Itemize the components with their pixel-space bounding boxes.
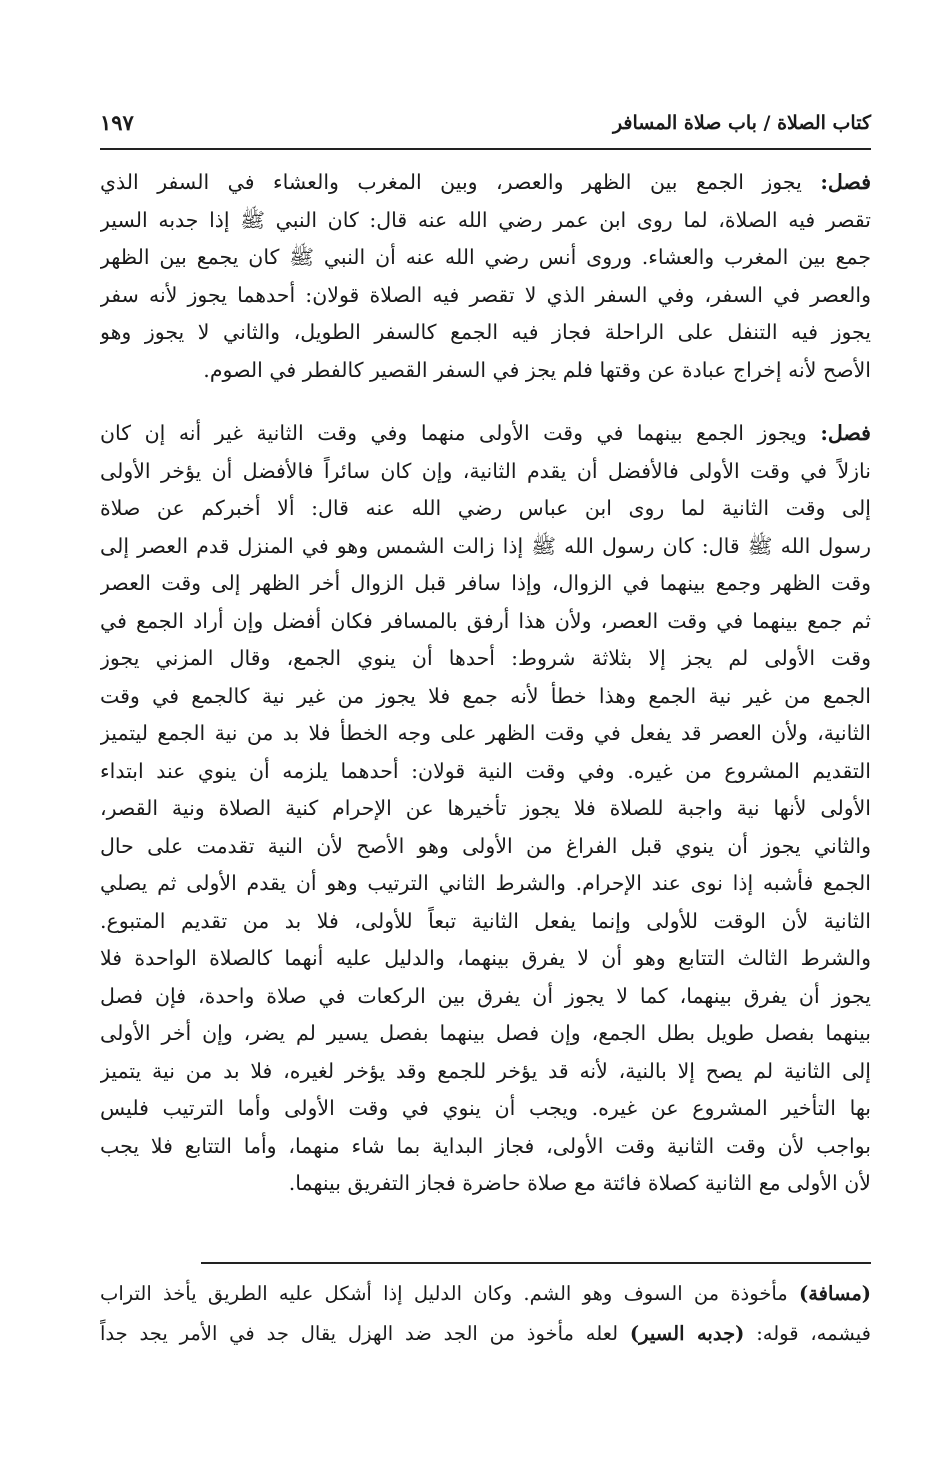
text-line: الأصح لأنه إخراج عبادة عن وقتها فلم يجز في السفر القصير كالفطر في الصوم.	[203, 357, 871, 382]
text-line: لأن الأولى مع الثانية كصلاة فائتة مع صلاة حاضرة فجاز التفريق بينهما.	[288, 1171, 871, 1195]
text-line: والشرط الثالث التتابع وهو أن لا يفرق بينهما، والدليل عليه أنهما كالصلاة الواحدة فلا	[100, 946, 871, 970]
text-line: بها التأخير المشروع عن غيره. ويجب أن ينوي في وقت الأولى وأما الترتيب فليس	[100, 1096, 871, 1120]
section-1	[100, 164, 871, 389]
text-line: نازلاً في وقت الأولى فالأفضل أن يقدم الثانية، وإن كان سائراً فالأفضل أن يؤخر الأولى	[100, 458, 871, 483]
footnote-line: فيشمه، قوله: (جدبه السير) لعله مأخوذ من الجد ضد الهزل يقال جد في الأمر يجد جداً	[100, 1322, 871, 1345]
running-title: كتاب الصلاة / باب صلاة المسافر	[612, 112, 871, 134]
text-line: يجوز فيه التنفل على الراحلة فجاز فيه الجمع كالسفر الطويل، والثاني لا يجوز وهو	[100, 320, 871, 344]
text-line: فصل: يجوز الجمع بين الظهر والعصر، وبين المغرب والعشاء في السفر الذي	[100, 170, 871, 194]
text-line: فصل: ويجوز الجمع بينهما في وقت الأولى منهما وفي وقت الثانية غير أنه إن كان	[100, 421, 871, 445]
text-line: والثاني يجوز أن ينوي قبل الفراغ من الأولى وهو الأصح لأن النية تقدمت على حال	[100, 833, 871, 858]
text-line: التقديم المشروع من غيره. وفي وقت النية قولان: أحدهما يلزمه أن ينوي عند ابتداء	[100, 758, 871, 783]
text-line: الثانية، ولأن العصر قد يفعل في وقت الظهر على وجه الخطأ فلا بد من نية الجمع ليتميز	[100, 721, 871, 745]
footnote-divider	[201, 1262, 871, 1264]
main-text	[100, 164, 871, 1229]
section-2	[100, 415, 871, 1203]
page-header	[100, 104, 871, 150]
section-lead: فصل:	[820, 170, 871, 194]
text-line: تقصر فيه الصلاة، لما روى ابن عمر رضي الله عنه قال: كان النبي ﷺ إذا جدبه السير	[100, 207, 871, 232]
text-line: إلى الثانية لم يصح إلا بالنية، لأنه قد يؤخر للجمع وقد يؤخر لغيره، فلا بد من نية يتميز	[100, 1058, 871, 1083]
text-line: إلى وقت الثانية لما روى ابن عباس رضي الله عنه قال: ألا أخبركم عن صلاة	[100, 496, 871, 520]
footnote-term: (مسافة)	[799, 1282, 871, 1305]
text-line: والعصر في السفر، وفي السفر الذي لا تقصر فيه الصلاة قولان: أحدهما يجوز لأنه سفر	[100, 282, 871, 307]
footnote-term: (جدبه السير)	[629, 1322, 745, 1345]
text-line: الجمع فأشبه إذا نوى عند الإحرام. والشرط الثاني الترتيب وهو أن يقدم الأولى ثم يصلي	[100, 871, 871, 895]
text-line: وقت الظهر وجمع بينهما في الزوال، وإذا سافر قبل الزوال أخر الظهر إلى وقت العصر	[100, 571, 871, 595]
text-line: يجوز أن يفرق بينهما، كما لا يجوز أن يفرق بين الركعات في صلاة واحدة، فإن فصل	[100, 983, 871, 1008]
footnote-line: (مسافة) مأخوذة من السوف وهو الشم. وكان الدليل إذا أشكل عليه الطريق يأخذ التراب	[100, 1282, 871, 1305]
footnotes	[100, 1274, 871, 1354]
page-number: ١٩٧	[100, 110, 134, 135]
text-line: وقت الأولى لم يجز إلا بثلاثة شروط: أحدها أن ينوي الجمع، وقال المزني يجوز	[100, 646, 871, 670]
text-line: الأولى لأنها نية واجبة للصلاة فلا يجوز تأخيرها عن الإحرام كنية الصلاة ونية القصر،	[100, 796, 871, 820]
text-line: الثانية لأن الوقت للأولى وإنما يفعل الثانية تبعاً للأولى، فلا بد من تقديم المتبوع.	[100, 908, 871, 933]
text-line: رسول الله ﷺ قال: كان رسول الله ﷺ إذا زالت الشمس وهو في المنزل قدم العصر إلى	[100, 533, 871, 558]
section-lead: فصل:	[820, 421, 871, 445]
text-line: الجمع من غير نية الجمع وهذا خطأ لأنه جمع فلا يجوز من غير نية كالجمع في وقت	[100, 683, 871, 708]
text-line: بواجب لأن وقت الثانية وقت الأولى، فجاز البداية بما شاء منهما، وأما التتابع فلا يجب	[100, 1133, 871, 1158]
text-line: ثم جمع بينهما في وقت العصر، ولأن هذا أرفق بالمسافر فكان أفضل وإن أراد الجمع في	[100, 608, 871, 633]
text-line: بينهما بفصل طويل بطل الجمع، وإن فصل بينهما بفصل يسير لم يضر، وإن أخر الأولى	[100, 1021, 871, 1045]
text-line: جمع بين المغرب والعشاء. وروى أنس رضي الله عنه أن النبي ﷺ كان يجمع بين الظهر	[100, 245, 871, 269]
